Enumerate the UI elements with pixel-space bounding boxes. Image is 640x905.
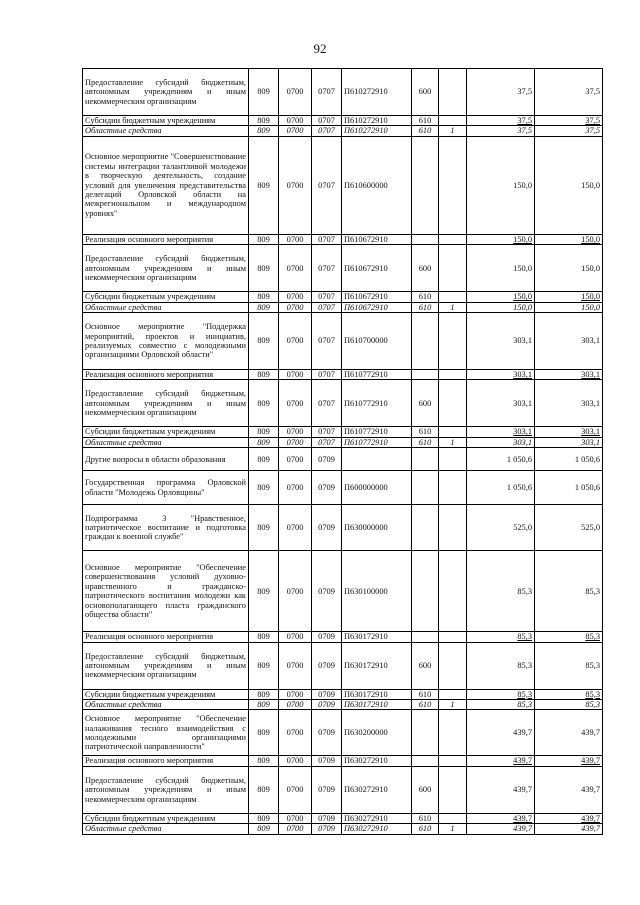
- row-expense-type: 610: [412, 292, 439, 302]
- row-target-article: П610672910: [342, 302, 412, 312]
- row-source: [439, 448, 467, 471]
- row-amount-1: 37,5: [467, 116, 535, 126]
- row-section: 0700: [279, 471, 312, 505]
- row-amount-2: 439,7: [535, 710, 603, 756]
- row-amount-2: 85,3: [535, 551, 603, 632]
- row-source: [439, 710, 467, 756]
- row-expense-type: [412, 505, 439, 551]
- row-amount-1: 150,0: [467, 292, 535, 302]
- row-section: 0700: [279, 824, 312, 834]
- row-source: [439, 136, 467, 234]
- row-amount-2: 85,3: [535, 700, 603, 710]
- row-expense-type: [412, 370, 439, 380]
- row-subsection: 0707: [312, 437, 342, 447]
- row-amount-1: 85,3: [467, 689, 535, 699]
- row-amount-2: 303,1: [535, 380, 603, 427]
- row-amount-1: 85,3: [467, 642, 535, 689]
- row-target-article: П630172910: [342, 632, 412, 642]
- row-name: Реализация основного мероприятия: [83, 234, 249, 244]
- row-amount-1: 85,3: [467, 700, 535, 710]
- row-target-article: П630172910: [342, 689, 412, 699]
- table-row: [83, 245, 603, 292]
- row-section: 0700: [279, 756, 312, 766]
- row-source: [439, 642, 467, 689]
- row-amount-2: 439,7: [535, 766, 603, 813]
- row-expense-type: [412, 551, 439, 632]
- table-row: [83, 766, 603, 813]
- table-row: [83, 632, 603, 642]
- row-name: Областные средства: [83, 824, 249, 834]
- row-name: Субсидии бюджетным учреждениям: [83, 813, 249, 823]
- row-grbs: 809: [249, 551, 279, 632]
- row-expense-type: 600: [412, 380, 439, 427]
- row-amount-1: 150,0: [467, 136, 535, 234]
- row-amount-1: 1 050,6: [467, 448, 535, 471]
- row-grbs: 809: [249, 756, 279, 766]
- row-subsection: 0707: [312, 69, 342, 116]
- row-target-article: П630100000: [342, 551, 412, 632]
- table-row: [83, 448, 603, 471]
- row-section: 0700: [279, 245, 312, 292]
- row-target-article: П610772910: [342, 370, 412, 380]
- row-name: Областные средства: [83, 700, 249, 710]
- row-grbs: 809: [249, 370, 279, 380]
- row-grbs: 809: [249, 302, 279, 312]
- row-expense-type: 610: [412, 813, 439, 823]
- row-name: Реализация основного мероприятия: [83, 370, 249, 380]
- row-amount-2: 37,5: [535, 116, 603, 126]
- row-amount-2: 1 050,6: [535, 471, 603, 505]
- row-name: Областные средства: [83, 126, 249, 136]
- row-target-article: П610772910: [342, 437, 412, 447]
- row-expense-type: 610: [412, 302, 439, 312]
- row-grbs: 809: [249, 471, 279, 505]
- row-subsection: 0707: [312, 126, 342, 136]
- row-section: 0700: [279, 448, 312, 471]
- row-amount-1: 439,7: [467, 813, 535, 823]
- row-amount-1: 439,7: [467, 710, 535, 756]
- row-source: [439, 427, 467, 437]
- row-section: 0700: [279, 69, 312, 116]
- row-target-article: П630272910: [342, 813, 412, 823]
- row-subsection: 0709: [312, 471, 342, 505]
- row-section: 0700: [279, 766, 312, 813]
- row-expense-type: 610: [412, 437, 439, 447]
- row-subsection: 0709: [312, 824, 342, 834]
- row-section: 0700: [279, 642, 312, 689]
- row-name: Предоставление субсидий бюджетным, автономным учреждениям и иным некоммерческим организациям: [83, 245, 249, 292]
- row-source: 1: [439, 824, 467, 834]
- row-subsection: 0709: [312, 505, 342, 551]
- row-source: 1: [439, 437, 467, 447]
- row-section: 0700: [279, 700, 312, 710]
- row-subsection: 0707: [312, 380, 342, 427]
- row-grbs: 809: [249, 448, 279, 471]
- row-grbs: 809: [249, 824, 279, 834]
- row-source: [439, 292, 467, 302]
- row-amount-1: 439,7: [467, 824, 535, 834]
- row-name: Основное мероприятие "Обеспечение совершенствования условий духовно-нравственного и гражданско-патриотического воспитания молодежи как основополагающего пласта гражданского общества области": [83, 551, 249, 632]
- table-row: [83, 642, 603, 689]
- table-row: [83, 370, 603, 380]
- row-expense-type: [412, 756, 439, 766]
- row-subsection: 0709: [312, 689, 342, 699]
- row-source: [439, 551, 467, 632]
- row-expense-type: 610: [412, 689, 439, 699]
- row-name: Предоставление субсидий бюджетным, автономным учреждениям и иным некоммерческим организациям: [83, 69, 249, 116]
- row-amount-1: 85,3: [467, 551, 535, 632]
- row-source: [439, 380, 467, 427]
- row-section: 0700: [279, 292, 312, 302]
- row-target-article: П610700000: [342, 313, 412, 370]
- row-name: Реализация основного мероприятия: [83, 756, 249, 766]
- row-grbs: 809: [249, 710, 279, 756]
- row-amount-1: 439,7: [467, 756, 535, 766]
- row-grbs: 809: [249, 700, 279, 710]
- row-source: [439, 245, 467, 292]
- table-row: [83, 427, 603, 437]
- row-amount-1: 303,1: [467, 313, 535, 370]
- row-amount-2: 303,1: [535, 437, 603, 447]
- row-section: 0700: [279, 370, 312, 380]
- row-name: Основное мероприятие "Обеспечение налаживания тесного взаимодействия с молодежными организациями патриотической направленности": [83, 710, 249, 756]
- row-subsection: 0709: [312, 813, 342, 823]
- row-subsection: 0709: [312, 551, 342, 632]
- row-name: Основное мероприятие "Совершенствование системы интеграции талантливой молодежи в творческую деятельность, создание условий для увеличения представительства делегаций Орловской области на межрегиональном и международном уровнях": [83, 136, 249, 234]
- row-source: 1: [439, 700, 467, 710]
- table-row: [83, 689, 603, 699]
- row-source: [439, 505, 467, 551]
- row-expense-type: 600: [412, 69, 439, 116]
- row-name: Предоставление субсидий бюджетным, автономным учреждениям и иным некоммерческим организациям: [83, 642, 249, 689]
- row-name: Предоставление субсидий бюджетным, автономным учреждениям и иным некоммерческим организациям: [83, 766, 249, 813]
- row-grbs: 809: [249, 632, 279, 642]
- row-name: Государственная программа Орловской области "Молодежь Орловщины": [83, 471, 249, 505]
- row-grbs: 809: [249, 292, 279, 302]
- row-name: Областные средства: [83, 437, 249, 447]
- table-row: [83, 824, 603, 834]
- budget-table-body: [83, 69, 603, 835]
- row-grbs: 809: [249, 813, 279, 823]
- row-amount-1: 85,3: [467, 632, 535, 642]
- row-target-article: П630272910: [342, 766, 412, 813]
- table-row: [83, 700, 603, 710]
- row-section: 0700: [279, 116, 312, 126]
- row-target-article: П630272910: [342, 756, 412, 766]
- row-amount-2: 303,1: [535, 313, 603, 370]
- row-amount-2: 525,0: [535, 505, 603, 551]
- row-grbs: 809: [249, 505, 279, 551]
- row-name: Субсидии бюджетным учреждениям: [83, 292, 249, 302]
- row-amount-2: 439,7: [535, 813, 603, 823]
- row-subsection: 0707: [312, 292, 342, 302]
- row-name: Субсидии бюджетным учреждениям: [83, 427, 249, 437]
- row-section: 0700: [279, 632, 312, 642]
- table-row: [83, 437, 603, 447]
- row-subsection: 0709: [312, 756, 342, 766]
- row-name: Реализация основного мероприятия: [83, 632, 249, 642]
- row-target-article: П630172910: [342, 642, 412, 689]
- row-source: [439, 116, 467, 126]
- row-name: Другие вопросы в области образования: [83, 448, 249, 471]
- row-name: Основное мероприятие "Поддержка мероприятий, проектов и инициатив, реализуемых совместно с молодежными организациями Орловской области": [83, 313, 249, 370]
- row-target-article: П610272910: [342, 69, 412, 116]
- table-row: [83, 313, 603, 370]
- row-grbs: 809: [249, 427, 279, 437]
- row-section: 0700: [279, 302, 312, 312]
- page-number: 92: [313, 41, 327, 56]
- row-expense-type: [412, 136, 439, 234]
- row-subsection: 0709: [312, 642, 342, 689]
- row-amount-2: 37,5: [535, 69, 603, 116]
- row-target-article: П600000000: [342, 471, 412, 505]
- row-amount-2: 85,3: [535, 689, 603, 699]
- row-subsection: 0707: [312, 302, 342, 312]
- row-amount-2: 150,0: [535, 302, 603, 312]
- table-row: [83, 69, 603, 116]
- row-name: Субсидии бюджетным учреждениям: [83, 689, 249, 699]
- row-amount-1: 303,1: [467, 370, 535, 380]
- table-row: [83, 756, 603, 766]
- row-section: 0700: [279, 505, 312, 551]
- row-target-article: П610772910: [342, 380, 412, 427]
- row-amount-2: 37,5: [535, 126, 603, 136]
- row-target-article: П610672910: [342, 292, 412, 302]
- row-subsection: 0709: [312, 700, 342, 710]
- row-grbs: 809: [249, 234, 279, 244]
- row-target-article: П630200000: [342, 710, 412, 756]
- row-amount-2: 150,0: [535, 292, 603, 302]
- row-expense-type: 610: [412, 116, 439, 126]
- row-amount-1: 303,1: [467, 427, 535, 437]
- row-expense-type: [412, 710, 439, 756]
- row-amount-1: 150,0: [467, 302, 535, 312]
- row-section: 0700: [279, 427, 312, 437]
- table-row: [83, 380, 603, 427]
- row-source: [439, 766, 467, 813]
- row-section: 0700: [279, 437, 312, 447]
- row-expense-type: 600: [412, 766, 439, 813]
- row-subsection: 0707: [312, 427, 342, 437]
- row-amount-1: 150,0: [467, 245, 535, 292]
- row-amount-2: 85,3: [535, 642, 603, 689]
- row-subsection: 0707: [312, 136, 342, 234]
- row-expense-type: [412, 632, 439, 642]
- row-amount-2: 439,7: [535, 756, 603, 766]
- table-row: [83, 234, 603, 244]
- table-row: [83, 551, 603, 632]
- table-row: [83, 813, 603, 823]
- row-grbs: 809: [249, 642, 279, 689]
- budget-table: [82, 68, 603, 835]
- row-source: [439, 370, 467, 380]
- row-expense-type: 600: [412, 642, 439, 689]
- row-expense-type: 600: [412, 245, 439, 292]
- row-grbs: 809: [249, 69, 279, 116]
- row-amount-2: 150,0: [535, 234, 603, 244]
- row-source: [439, 689, 467, 699]
- row-subsection: 0707: [312, 116, 342, 126]
- row-amount-2: 150,0: [535, 245, 603, 292]
- table-row: [83, 505, 603, 551]
- row-target-article: П610272910: [342, 126, 412, 136]
- row-subsection: 0707: [312, 245, 342, 292]
- row-grbs: 809: [249, 689, 279, 699]
- row-expense-type: [412, 448, 439, 471]
- row-target-article: П610600000: [342, 136, 412, 234]
- row-target-article: П610672910: [342, 245, 412, 292]
- row-target-article: П630172910: [342, 700, 412, 710]
- row-name: Подпрограмма 3 "Нравственное, патриотическое воспитание и подготовка граждан к военной службе": [83, 505, 249, 551]
- row-expense-type: [412, 471, 439, 505]
- row-amount-2: 150,0: [535, 136, 603, 234]
- row-target-article: П610772910: [342, 427, 412, 437]
- table-row: [83, 136, 603, 234]
- row-expense-type: 610: [412, 427, 439, 437]
- row-name: Субсидии бюджетным учреждениям: [83, 116, 249, 126]
- row-amount-2: 303,1: [535, 427, 603, 437]
- row-subsection: 0707: [312, 234, 342, 244]
- table-row: [83, 471, 603, 505]
- row-subsection: 0707: [312, 313, 342, 370]
- row-amount-1: 303,1: [467, 380, 535, 427]
- row-source: [439, 69, 467, 116]
- row-grbs: 809: [249, 245, 279, 292]
- row-grbs: 809: [249, 313, 279, 370]
- row-grbs: 809: [249, 437, 279, 447]
- row-name: Предоставление субсидий бюджетным, автономным учреждениям и иным некоммерческим организациям: [83, 380, 249, 427]
- row-expense-type: 610: [412, 126, 439, 136]
- row-subsection: 0709: [312, 632, 342, 642]
- table-row: [83, 302, 603, 312]
- row-source: [439, 813, 467, 823]
- row-amount-2: 439,7: [535, 824, 603, 834]
- row-amount-2: 85,3: [535, 632, 603, 642]
- row-expense-type: [412, 234, 439, 244]
- row-subsection: 0709: [312, 448, 342, 471]
- row-amount-1: 1 050,6: [467, 471, 535, 505]
- row-target-article: [342, 448, 412, 471]
- row-source: 1: [439, 302, 467, 312]
- row-section: 0700: [279, 710, 312, 756]
- row-grbs: 809: [249, 766, 279, 813]
- row-source: [439, 756, 467, 766]
- row-source: [439, 471, 467, 505]
- row-name: Областные средства: [83, 302, 249, 312]
- row-amount-1: 303,1: [467, 437, 535, 447]
- row-source: [439, 632, 467, 642]
- row-section: 0700: [279, 551, 312, 632]
- row-target-article: П610272910: [342, 116, 412, 126]
- row-section: 0700: [279, 689, 312, 699]
- table-row: [83, 116, 603, 126]
- row-target-article: П630000000: [342, 505, 412, 551]
- row-expense-type: [412, 313, 439, 370]
- row-grbs: 809: [249, 136, 279, 234]
- row-subsection: 0709: [312, 766, 342, 813]
- row-amount-1: 37,5: [467, 69, 535, 116]
- row-source: [439, 313, 467, 370]
- row-section: 0700: [279, 234, 312, 244]
- table-row: [83, 710, 603, 756]
- row-section: 0700: [279, 313, 312, 370]
- row-expense-type: 610: [412, 700, 439, 710]
- row-section: 0700: [279, 380, 312, 427]
- row-grbs: 809: [249, 126, 279, 136]
- row-target-article: П630272910: [342, 824, 412, 834]
- row-grbs: 809: [249, 116, 279, 126]
- row-amount-2: 303,1: [535, 370, 603, 380]
- row-subsection: 0709: [312, 710, 342, 756]
- row-section: 0700: [279, 813, 312, 823]
- row-amount-2: 1 050,6: [535, 448, 603, 471]
- row-expense-type: 610: [412, 824, 439, 834]
- row-section: 0700: [279, 126, 312, 136]
- row-amount-1: 37,5: [467, 126, 535, 136]
- row-grbs: 809: [249, 380, 279, 427]
- table-row: [83, 126, 603, 136]
- row-amount-1: 525,0: [467, 505, 535, 551]
- row-amount-1: 439,7: [467, 766, 535, 813]
- row-subsection: 0707: [312, 370, 342, 380]
- row-source: 1: [439, 126, 467, 136]
- row-amount-1: 150,0: [467, 234, 535, 244]
- row-target-article: П610672910: [342, 234, 412, 244]
- table-row: [83, 292, 603, 302]
- row-source: [439, 234, 467, 244]
- row-section: 0700: [279, 136, 312, 234]
